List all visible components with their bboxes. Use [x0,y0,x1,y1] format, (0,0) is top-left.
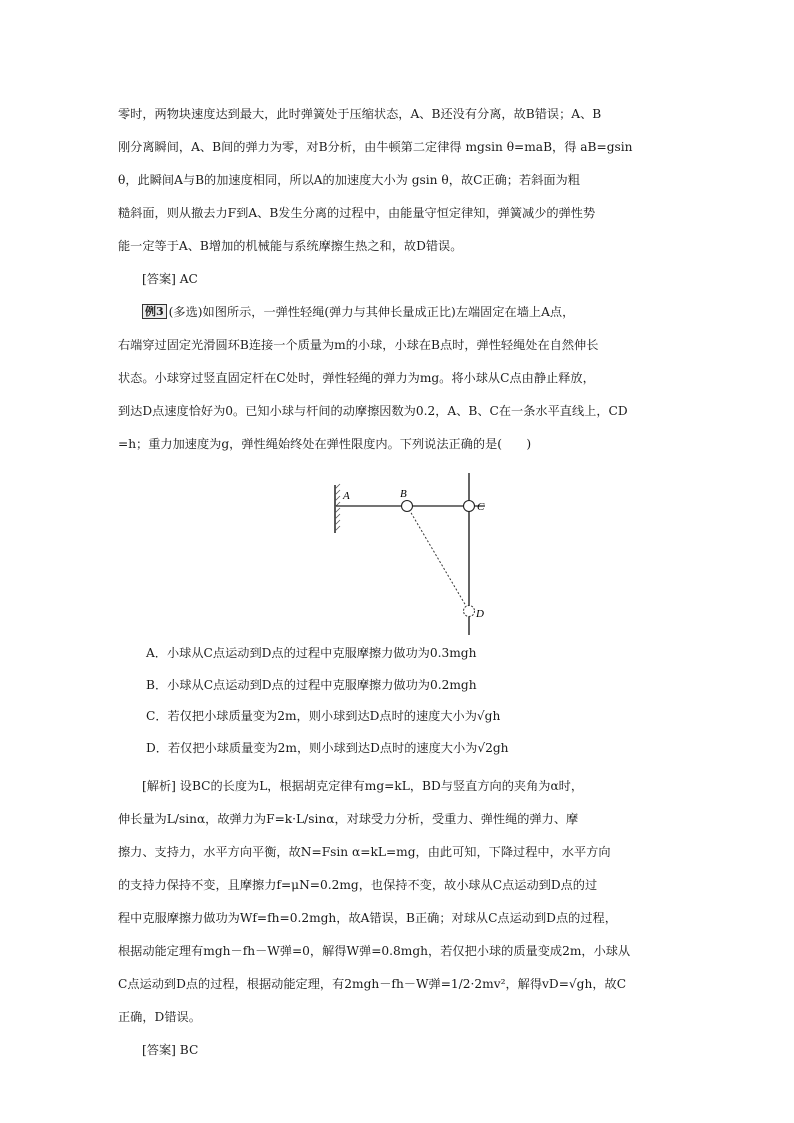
label-d: D [476,608,484,620]
ball-d [464,606,475,617]
text-line [118,296,678,329]
rope-bd-dashed [407,506,469,611]
text-line: 零时，两物块速度达到最大，此时弹簧处于压缩状态，A、B还没有分离，故B错误；A、B [118,107,602,121]
text-line: 正确，D错误。 [118,1010,201,1024]
previous-solution [118,98,678,263]
ring-b [402,501,413,512]
option-a: A．小球从C点运动到D点的过程中克服摩擦力做功为0.3mgh [146,646,477,660]
example-badge: 例3 [142,304,167,319]
document-page [118,98,678,1067]
text-line: θ，此瞬间A与B的加速度相同，所以A的加速度大小为 gsin θ，故C正确；若斜面为粗 [118,173,580,187]
text-line: 程中克服摩擦力做功为Wf=fh=0.2mgh，故A错误，B正确；对球从C点运动到D点的过程， [118,911,617,925]
text-line: 擦力、支持力，水平方向平衡，故N=Fsin α=kL=mg，由此可知，下降过程中，水平方向 [118,845,611,859]
text-line: 根据动能定理有mgh－fh－W弹=0，解得W弹=0.8mgh，若仅把小球的质量变成2m，小球从 [118,944,631,958]
text-line: 能一定等于A、B增加的机械能与系统摩擦生热之和，故D错误。 [118,239,463,253]
question-text: (多选)如图所示，一弹性轻绳(弹力与其伸长量成正比)左端固定在墙上A点， [168,305,575,319]
option-b: B．小球从C点运动到D点的过程中克服摩擦力做功为0.2mgh [146,677,477,692]
option-d: D．若仅把小球质量变为2m，则小球到达D点时的速度大小为√2gh [146,740,509,755]
example-question [118,296,678,461]
label-c: C [477,501,485,513]
text-line: 糙斜面，则从撤去力F到A、B发生分离的过程中，由能量守恒定律知，弹簧减少的弹性势 [118,206,596,220]
label-a: A [343,490,350,502]
text-line: [解析] 设BC的长度为L，根据胡克定律有mg=kL，BD与竖直方向的夹角为α时， [142,779,584,793]
analysis-section [118,770,678,1034]
ball-c [464,501,475,512]
option-c: C．若仅把小球质量变为2m，则小球到达D点时的速度大小为√gh [146,709,501,723]
text-line: 右端穿过固定光滑圆环B连接一个质量为m的小球，小球在B点时，弹性轻绳处在自然伸长 [118,338,599,352]
physics-figure [118,463,678,638]
text-line: 的支持力保持不变，且摩擦力f=μN=0.2mg，也保持不变，故小球从C点运动到D点的过 [118,878,598,892]
text-line: 伸长量为L/sinα，故弹力为F=k·L/sinα，对球受力分析，受重力、弹性绳的弹力、摩 [118,812,579,826]
text-line: C点运动到D点的过程，根据动能定理，有2mgh－fh－W弹=1/2·2mv²，解得vD=√gh，故C [118,977,627,991]
answer-label: [答案] BC [142,1043,199,1057]
text-line: 到达D点速度恰好为0。已知小球与杆间的动摩擦因数为0.2，A、B、C在一条水平直线上，CD [118,404,628,418]
text-line: =h；重力加速度为g，弹性绳始终处在弹性限度内。下列说法正确的是( ) [118,437,532,451]
label-b: B [400,488,407,500]
text-line: 刚分离瞬间，A、B间的弹力为零，对B分析，由牛顿第二定律得 mgsin θ=maB，得 aB=gsin [118,140,633,154]
rope-rod-diagram [333,463,493,638]
answer-label: [答案] AC [142,272,198,286]
text-line: 状态。小球穿过竖直固定杆在C处时，弹性轻绳的弹力为mg。将小球从C点由静止释放， [118,371,595,385]
options-list [118,638,678,764]
